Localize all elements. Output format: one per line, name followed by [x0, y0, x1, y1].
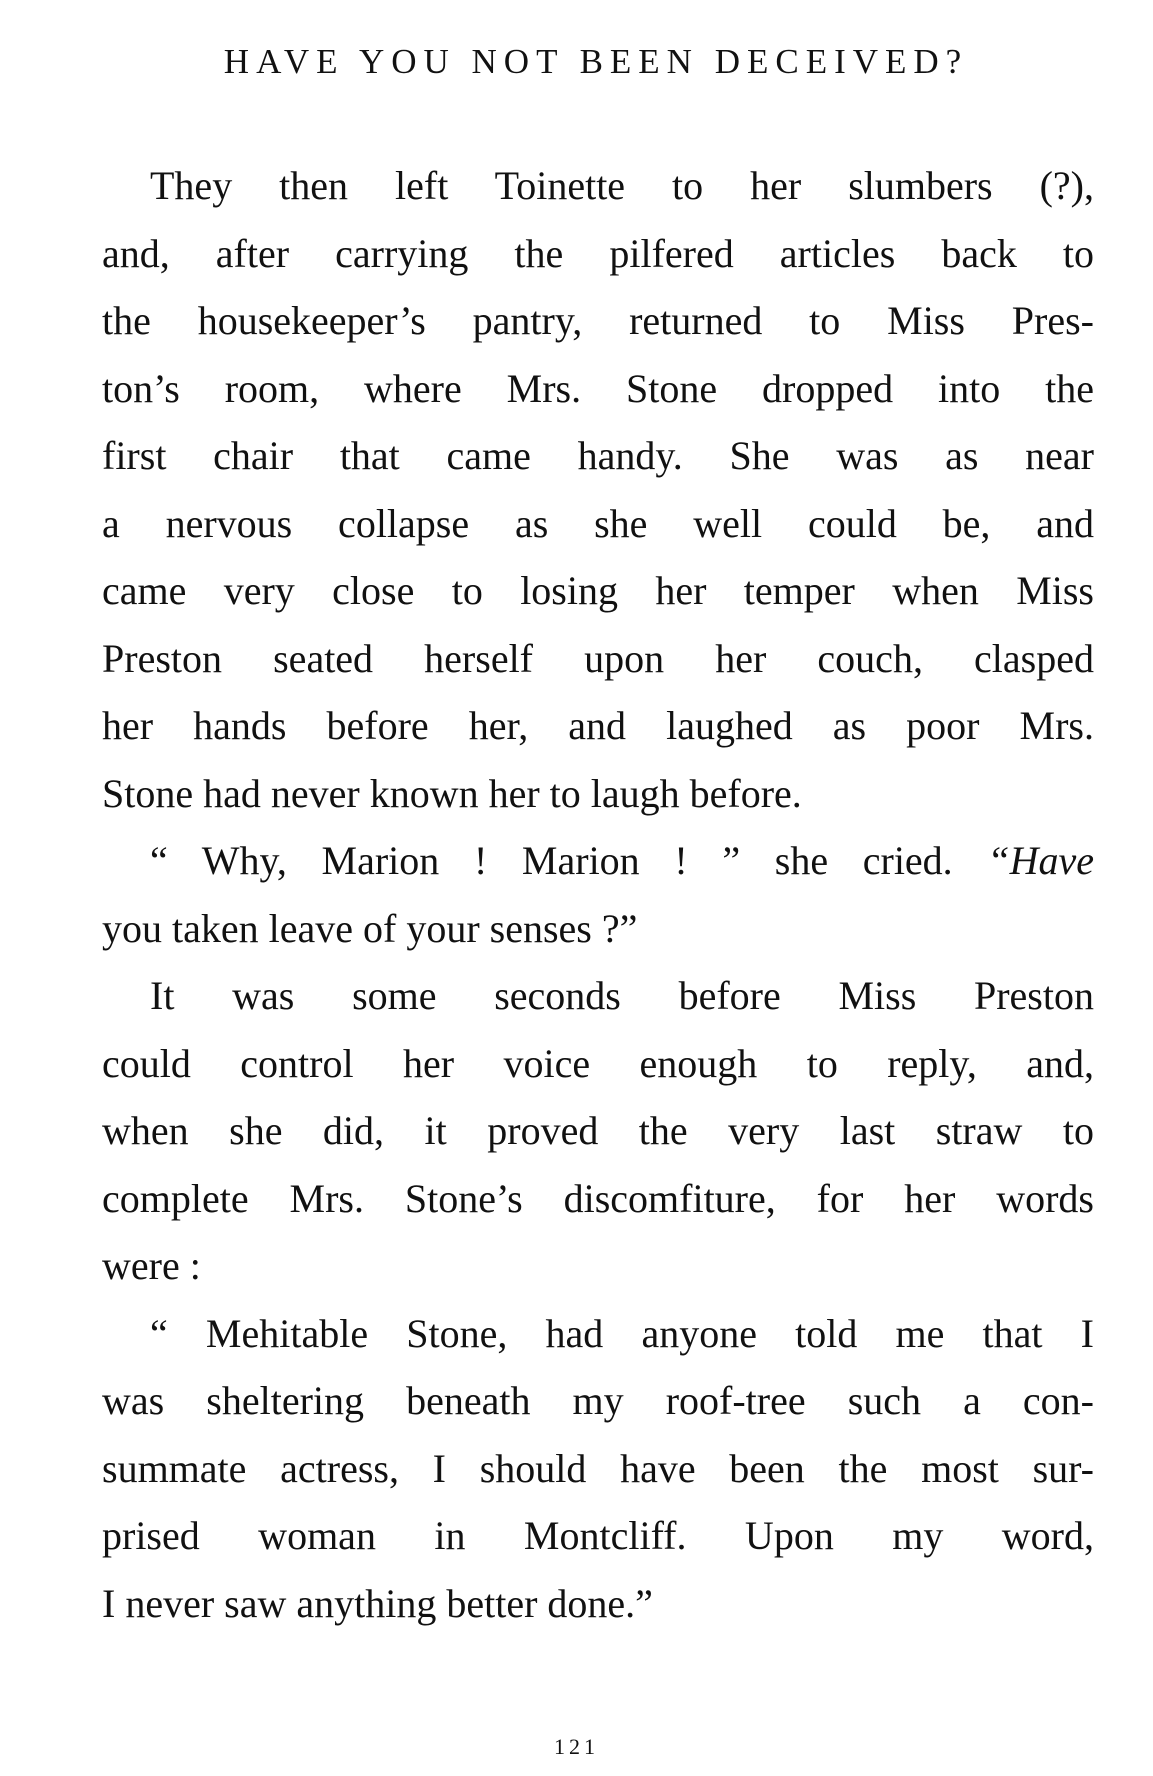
text-line: first chair that came handy. She was as near: [102, 433, 1094, 478]
text-line: was sheltering beneath my roof-tree such a con-: [102, 1378, 1094, 1423]
text-segment: “ Why, Marion ! Marion ! ” she cried.: [150, 838, 953, 883]
text-line: “ Mehitable Stone, had anyone told me that I: [150, 1310, 1094, 1356]
text-line: and, after carrying the pilfered articles back to: [102, 230, 1094, 276]
body-text: [102, 152, 1094, 1637]
text-line: the housekeeper’s pantry, returned to Miss Pres-: [102, 298, 1094, 343]
text-line: when she did, it proved the very last straw to: [102, 1108, 1094, 1153]
text-line-with-italic: [102, 827, 1094, 895]
running-head: HAVE YOU NOT BEEN DECEIVED?: [223, 42, 969, 81]
page-number: 121: [554, 1734, 599, 1759]
text-line: ton’s room, where Mrs. Stone dropped into the: [102, 365, 1094, 411]
text-line: Stone had never known her to laugh before.: [102, 770, 802, 816]
text-line: summate actress, I should have been the most sur-: [102, 1445, 1094, 1491]
text-line: could control her voice enough to reply, and,: [102, 1040, 1094, 1086]
text-line: a nervous collapse as she well could be, and: [102, 500, 1094, 546]
text-line: Preston seated herself upon her couch, clasped: [102, 635, 1094, 681]
text-line: her hands before her, and laughed as poor Mrs.: [102, 703, 1094, 748]
text-line: came very close to losing her temper when Miss: [102, 568, 1094, 613]
text-line: complete Mrs. Stone’s discomfiture, for her words: [102, 1175, 1094, 1221]
text-line: I never saw anything better done.”: [102, 1580, 653, 1626]
text-line: you taken leave of your senses ?”: [102, 905, 638, 951]
italic-segment: “Have: [987, 838, 1094, 883]
text-line: were :: [102, 1243, 201, 1288]
text-line: prised woman in Montcliff. Upon my word,: [102, 1513, 1094, 1558]
text-line: They then left Toinette to her slumbers (?),: [150, 163, 1094, 208]
text-line: It was some seconds before Miss Preston: [150, 973, 1094, 1018]
